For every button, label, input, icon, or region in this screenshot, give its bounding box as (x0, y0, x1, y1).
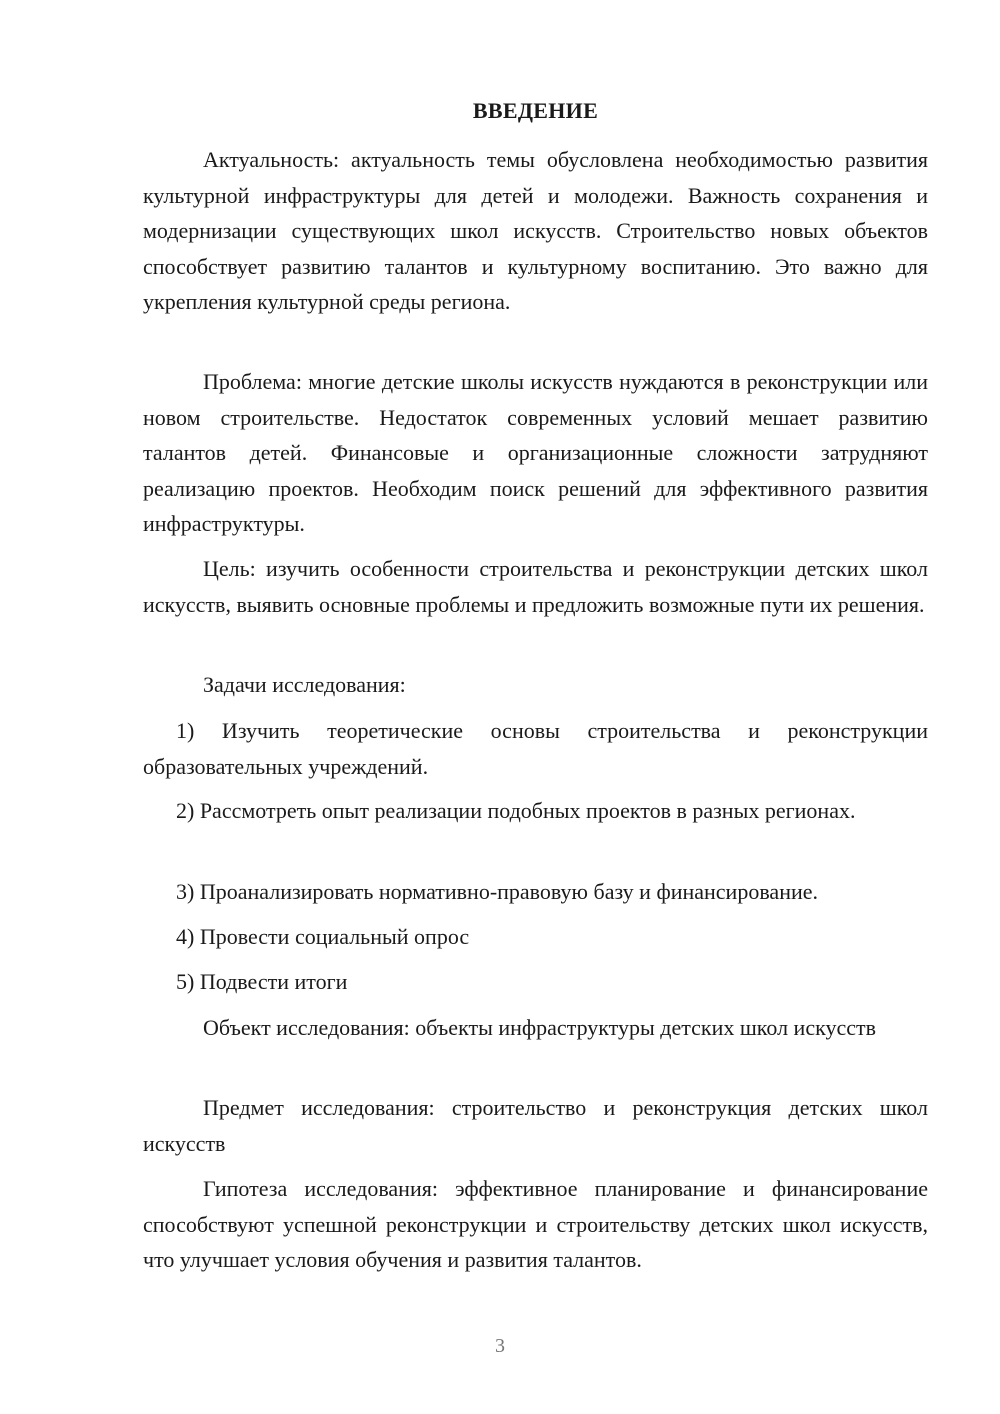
task-item-4: 4) Провести социальный опрос (176, 924, 470, 949)
task-item-3: 3) Проанализировать нормативно-правовую базу и финансирование. (176, 879, 819, 904)
relevance-paragraph: Актуальность: актуальность темы обусловлена необходимостью развития культурной инфраструктуры для детей и молодежи. Важность сохранения и модернизации существующих школ искусств. Строительство новых объектов способствует развитию талантов и культурному воспитанию. Это важно для укрепления культурной среды региона. (143, 147, 928, 314)
goal-paragraph: Цель: изучить особенности строительства и реконструкции детских школ искусств, выявить основные проблемы и предложить возможные пути их решения. (143, 556, 928, 617)
hypothesis-paragraph: Гипотеза исследования: эффективное планирование и финансирование способствуют успешной реконструкции и строительству детских школ искусств, что улучшает условия обучения и развития талантов. (143, 1176, 928, 1272)
problem-paragraph: Проблема: многие детские школы искусств нуждаются в реконструкции или новом строительстве. Недостаток современных условий мешает развитию талантов детей. Финансовые и организационные сложности затрудняют реализацию проектов. Необходим поиск решений для эффективного развития инфраструктуры. (143, 369, 928, 536)
section-heading: ВВЕДЕНИЕ (472, 98, 599, 123)
task-item-2: 2) Рассмотреть опыт реализации подобных проектов в разных регионах. (176, 798, 856, 823)
task-item-5: 5) Подвести итоги (176, 969, 348, 994)
task-item-1: 1) Изучить теоретические основы строительства и реконструкции образовательных учреждений. (143, 718, 928, 779)
object-paragraph: Объект исследования: объекты инфраструктуры детских школ искусств (203, 1015, 876, 1040)
tasks-heading: Задачи исследования: (203, 672, 406, 697)
page-number: 3 (495, 1335, 505, 1357)
subject-paragraph: Предмет исследования: строительство и реконструкция детских школ искусств (143, 1095, 928, 1156)
